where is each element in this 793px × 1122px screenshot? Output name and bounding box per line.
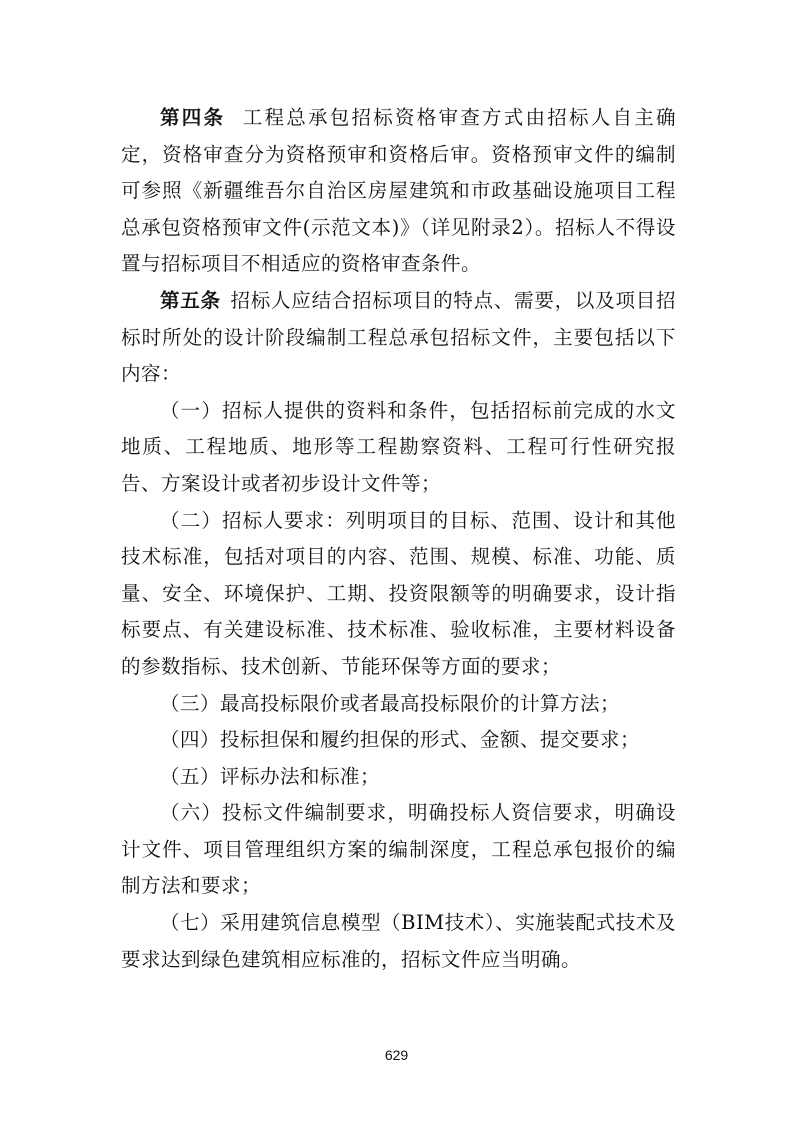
list-item-3: （三）最高投标限价或者最高投标限价的计算方法； <box>160 691 621 715</box>
list-item-7: （七）采用建筑信息模型（BIM技术）、实施装配式技术及要求达到绿色建筑相应标准的，招标文件应当明确。 <box>121 911 676 971</box>
document-body <box>121 100 676 978</box>
list-item-2: （二）招标人要求：列明项目的目标、范围、设计和其他技术标准，包括对项目的内容、范围、规模、标准、功能、质量、安全、环境保护、工期、投资限额等的明确要求，设计指标要点、有关建设标准、技术标准、验收标准，主要材料设备的参数指标、技术创新、节能环保等方面的要求； <box>121 508 676 678</box>
article-4-paragraph <box>121 100 676 283</box>
list-item-4: （四）投标担保和履约担保的形式、金额、提交要求； <box>160 728 641 752</box>
list-item-6: （六）投标文件编制要求，明确投标人资信要求，明确设计文件、项目管理组织方案的编制深度，工程总承包报价的编制方法和要求； <box>121 801 676 898</box>
article-5-text: 招标人应结合招标项目的特点、需要，以及项目招标时所处的设计阶段编制工程总承包招标文件，主要包括以下内容： <box>121 288 676 386</box>
article-4-label: 第四条 <box>160 106 226 129</box>
list-item-1: （一）招标人提供的资料和条件，包括招标前完成的水文地质、工程地质、地形等工程勘察资料、工程可行性研究报告、方案设计或者初步设计文件等； <box>121 398 676 495</box>
article-5-paragraph <box>121 283 676 393</box>
list-item-5: （五）评标办法和标准； <box>160 764 381 788</box>
article-4-text: 工程总承包招标资格审查方式由招标人自主确定，资格审查分为资格预审和资格后审。资格预审文件的编制可参照《新疆维吾尔自治区房屋建筑和市政基础设施项目工程总承包资格预审文件(示范文本)》（详见附录2）。招标人不得设置与招标项目不相适应的资格审查条件。 <box>121 106 676 276</box>
article-5-label: 第五条 <box>160 288 221 312</box>
page-number: 629 <box>384 1047 409 1063</box>
